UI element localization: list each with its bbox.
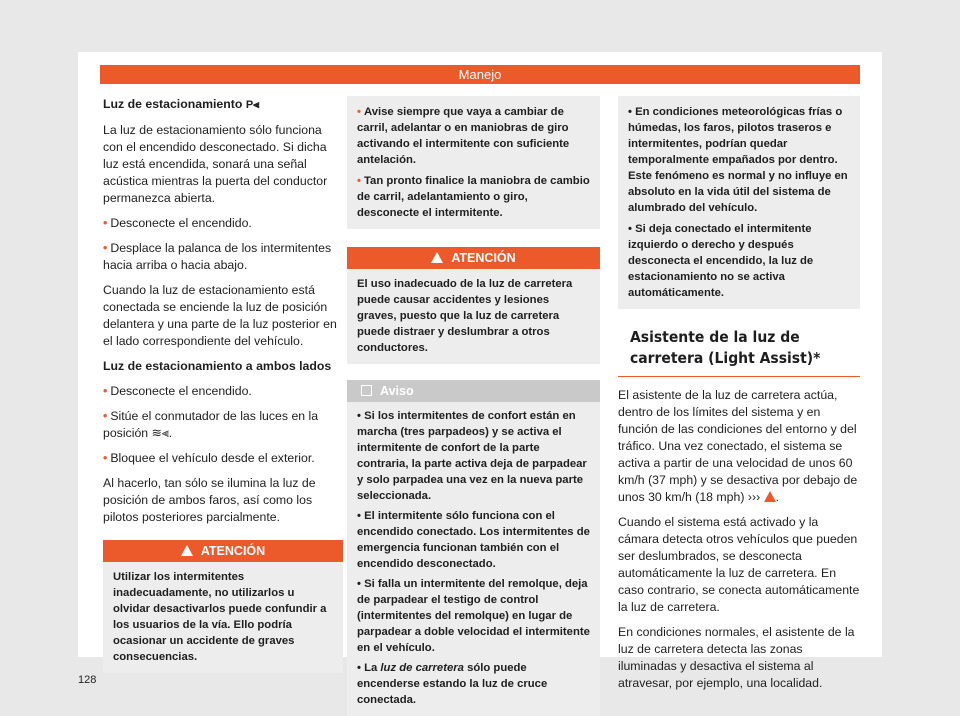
section-title: Asistente de la luz de carretera (Light Assist)* xyxy=(618,327,860,377)
warning-header: ATENCIÓN xyxy=(103,540,343,562)
warning-header: ATENCIÓN xyxy=(347,247,600,269)
list-item: • El intermitente sólo funciona con el encendido conectado. Los intermitentes de emergencia funcionan también con el encendido desconectado. xyxy=(357,510,590,570)
warning-icon xyxy=(431,252,443,263)
paragraph: La luz de estacionamiento sólo funciona con el encendido desconectado. Si dicha luz está encendida, sonará una señal acústica mientras la puerta del conductor permanezca abierta. xyxy=(103,123,328,205)
paragraph: En condiciones normales, el asistente de la luz de carretera detecta las zonas iluminadas y desactiva el sistema al atravesar, por ejemplo, una localidad. xyxy=(618,625,855,690)
list-item: • Si falla un intermitente del remolque, deja de parpadear el testigo de control (intermitentes del remolque) en lugar de parpadear a doble velocidad el intermitente en el vehículo. xyxy=(357,578,590,654)
list-item: • Sitúe el conmutador de las luces en la posición ≋⫷. xyxy=(103,409,319,440)
warning-box xyxy=(347,247,600,364)
page-number: 128 xyxy=(78,674,97,686)
note-header: Aviso xyxy=(347,380,600,402)
warning-icon xyxy=(181,545,193,556)
column-2 xyxy=(347,96,600,716)
heading-both-sides: Luz de estacionamiento a ambos lados xyxy=(103,359,332,373)
page-header: Manejo xyxy=(100,65,860,84)
list-item: • Desconecte el encendido. xyxy=(103,384,252,398)
list-item: • Desconecte el encendido. xyxy=(103,216,252,230)
cross-reference-arrows: ››› xyxy=(747,490,761,504)
warning-text: El uso inadecuado de la luz de carretera puede causar accidentes y lesiones graves, puesto que la luz de carretera puede distraer y deslumbrar a otros conductores. xyxy=(347,269,600,364)
list-item: • Desplace la palanca de los intermitentes hacia arriba o hacia abajo. xyxy=(103,241,332,272)
paragraph: Cuando la luz de estacionamiento está conectada se enciende la luz de posición delantera y una parte de la luz posterior en el lado correspondiente del vehículo. xyxy=(103,283,337,348)
list-item: • Avise siempre que vaya a cambiar de carril, adelantar o en maniobras de giro activando el intermitente con suficiente antelación. xyxy=(357,106,570,166)
column-3 xyxy=(618,96,860,700)
list-item: • Bloquee el vehículo desde el exterior. xyxy=(103,451,315,465)
note-box xyxy=(347,380,600,716)
warning-box xyxy=(103,540,343,673)
list-item: • La luz de carretera sólo puede encenderse estando la luz de cruce conectada. xyxy=(357,662,548,706)
heading-parking-light: Luz de estacionamiento P⫷ xyxy=(103,97,260,111)
warning-text: Utilizar los intermitentes inadecuadamente, no utilizarlos u olvidar desactivarlos puede confundir a los usuarios de la vía. Ello podría ocasionar un accidente de graves consecuencias. xyxy=(103,562,343,673)
list-item: • Tan pronto finalice la maniobra de cambio de carril, adelantamiento o giro, desconecte el intermitente. xyxy=(357,175,590,219)
continued-box xyxy=(347,96,600,229)
list-item: • Si los intermitentes de confort están en marcha (tres parpadeos) y se activa el intermitente de confort de la parte contraria, la parte activa deja de parpadear y solo parpadea una vez en la nueva parte seleccionada. xyxy=(357,410,587,502)
info-icon xyxy=(361,385,372,396)
column-1 xyxy=(103,96,343,689)
paragraph: El asistente de la luz de carretera actúa, dentro de los límites del sistema y en función de las condiciones del entorno y del tráfico. Una vez conectado, el sistema se activa a partir de una velocidad de unos 60 km/h (37 mph) y se desactiva por debajo de unos 30 km/h (18 mph) ››› . xyxy=(618,388,858,504)
parking-light-icon: P⫷ xyxy=(245,99,260,111)
warning-icon xyxy=(764,491,776,502)
continued-box xyxy=(618,96,860,309)
note-body xyxy=(347,402,600,716)
paragraph: Al hacerlo, tan sólo se ilumina la luz de posición de ambos faros, así como los pilotos posteriores parcialmente. xyxy=(103,476,316,524)
paragraph: Cuando el sistema está activado y la cámara detecta otros vehículos que pueden ser deslumbrados, se desconecta automáticamente la luz de carretera. En caso contrario, se conecta automáticamente la luz de carretera. xyxy=(618,515,860,614)
manual-page xyxy=(78,52,882,706)
list-item: • Si deja conectado el intermitente izquierdo o derecho y después desconecta el encendido, la luz de estacionamiento no se activa automáticamente. xyxy=(628,223,814,299)
list-item: • En condiciones meteorológicas frías o húmedas, los faros, pilotos traseros e intermitentes, podrían quedar temporalmente empañados por dentro. Este fenómeno es normal y no influye en absoluto en la vida útil del sistema de alumbrado del vehículo. xyxy=(628,106,848,214)
